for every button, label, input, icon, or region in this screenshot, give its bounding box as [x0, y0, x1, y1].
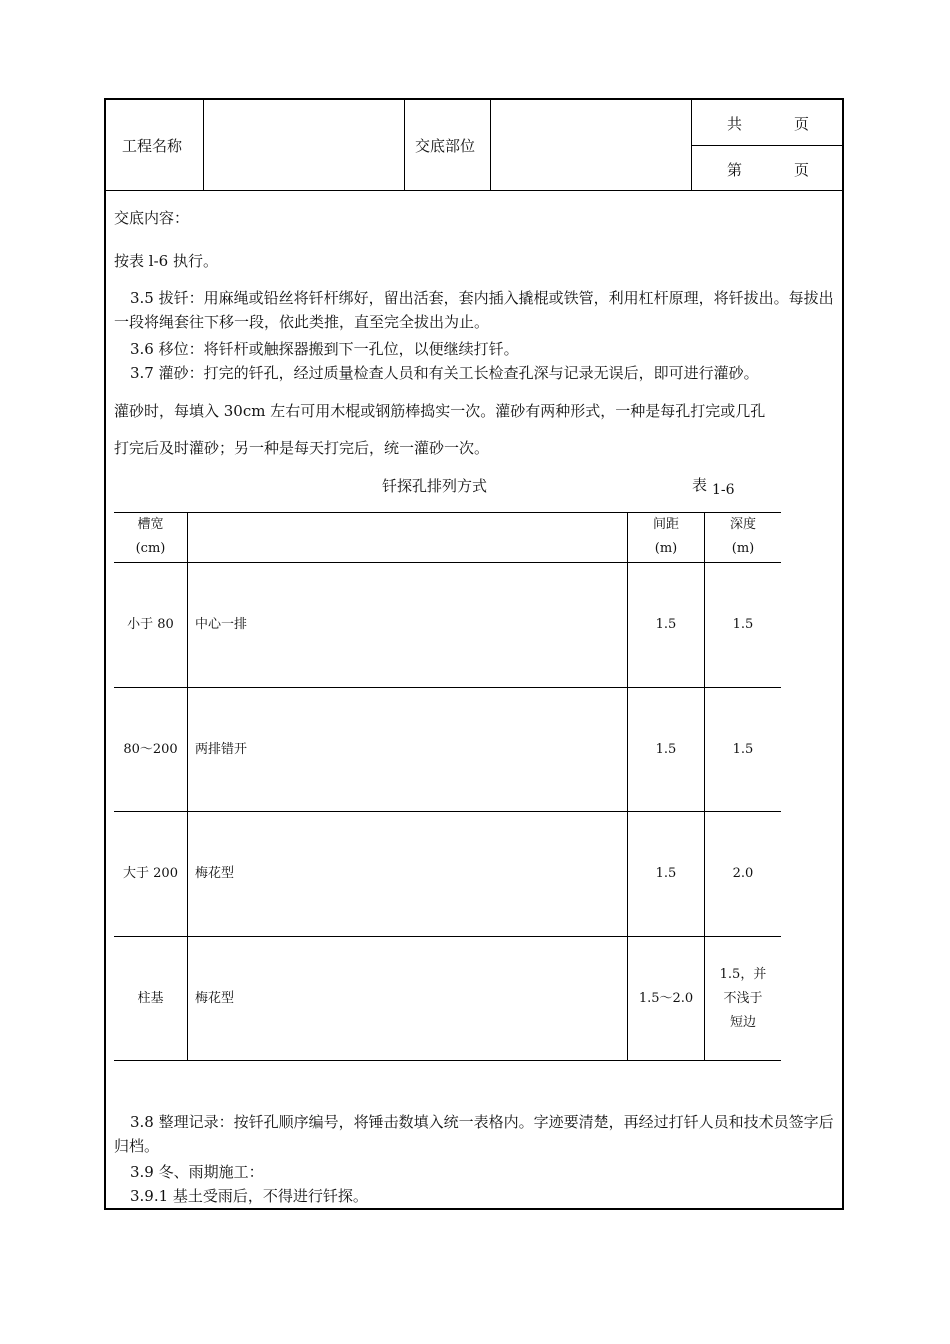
table-line — [114, 1060, 781, 1061]
header-divider — [691, 145, 844, 146]
content-exec-line: 按表 l-6 执行。 — [114, 252, 218, 270]
header-spacing-unit: (m) — [654, 541, 678, 556]
table-header-depth — [705, 512, 781, 562]
paragraph-3-7: 3.7 灌砂：打完的钎孔，经过质量检查人员和有关工长检查孔深与记录无误后，即可进行灌砂。 — [130, 364, 759, 382]
row-width-cell: 小于 80 — [127, 617, 174, 632]
handover-part-label: 交底部位 — [415, 137, 476, 155]
depth-line: 不浅于 — [723, 990, 763, 1006]
table-title: 钎探孔排列方式 — [382, 477, 488, 495]
paragraph-3-5: 3.5 拔钎：用麻绳或铅丝将钎杆绑好，留出活套，套内插入撬棍或铁管，利用杠杆原理，将钎拔出。每拔出一段将绳套往下移一段，依此类推，直至完全拔出为止。 — [114, 289, 834, 331]
paragraph-3-8: 3.8 整理记录：按钎孔顺序编号，将锤击数填入统一表格内。字迹要清楚，再经过打钎人员和技术员签字后归档。 — [114, 1113, 834, 1155]
paragraph-3-6: 3.6 移位：将钎杆或触探器搬到下一孔位，以便继续打钎。 — [130, 340, 519, 358]
header-width-unit: (cm) — [135, 541, 166, 556]
table-header-width — [114, 512, 187, 562]
table-number: 1-6 — [712, 482, 735, 498]
depth-line: 1.5，并 — [719, 966, 767, 982]
header-bottom-line — [105, 190, 844, 191]
row-depth-cell: 1.5 — [732, 617, 754, 632]
handover-part-value[interactable] — [500, 135, 680, 155]
header-divider — [490, 99, 491, 191]
row-width-cell: 大于 200 — [123, 866, 178, 881]
row-spacing-cell: 1.5～2.0 — [638, 990, 694, 1006]
depth-line: 短边 — [729, 1014, 756, 1030]
row-arrangement-cell: 梅花型 — [195, 990, 235, 1006]
header-spacing-label: 间距 — [652, 517, 679, 532]
content-heading: 交底内容： — [114, 209, 190, 227]
paragraph-3-7-line3: 打完后及时灌砂；另一种是每天打完后，统一灌砂一次。 — [114, 439, 490, 457]
row-depth-cell: 2.0 — [732, 866, 754, 881]
header-divider — [404, 99, 405, 191]
row-arrangement-cell: 两排错开 — [195, 741, 248, 757]
paragraph-3-9-1: 3.9.1 基土受雨后，不得进行钎探。 — [130, 1187, 368, 1205]
table-label: 表 — [692, 476, 708, 494]
row-depth-cell — [705, 937, 781, 1060]
row-width-cell: 柱基 — [137, 990, 164, 1006]
header-depth-unit: (m) — [731, 541, 755, 556]
row-arrangement-cell: 梅花型 — [195, 866, 235, 881]
row-spacing-cell: 1.5 — [655, 741, 677, 757]
total-pages-unit: 页 — [794, 115, 810, 133]
project-name-value[interactable] — [215, 135, 395, 155]
row-width-cell: 80～200 — [123, 741, 178, 757]
row-arrangement-cell: 中心一排 — [195, 617, 248, 632]
header-depth-label: 深度 — [729, 517, 756, 532]
table-header-spacing — [628, 512, 704, 562]
table-header-arrangement — [188, 512, 627, 562]
row-spacing-cell: 1.5 — [655, 866, 677, 881]
page-number-label: 第 — [727, 161, 743, 179]
row-spacing-cell: 1.5 — [655, 617, 677, 632]
row-depth-cell: 1.5 — [732, 741, 754, 757]
project-name-label: 工程名称 — [122, 137, 183, 155]
header-width-label: 槽宽 — [137, 517, 164, 532]
page-number-unit: 页 — [794, 161, 810, 179]
total-pages-label: 共 — [727, 115, 743, 133]
paragraph-3-7-line2: 灌砂时，每填入 30cm 左右可用木棍或钢筋棒捣实一次。灌砂有两种形式，一种是每孔打完或几孔 — [114, 402, 766, 420]
header-divider — [203, 99, 204, 191]
paragraph-3-9: 3.9 冬、雨期施工： — [130, 1163, 264, 1181]
